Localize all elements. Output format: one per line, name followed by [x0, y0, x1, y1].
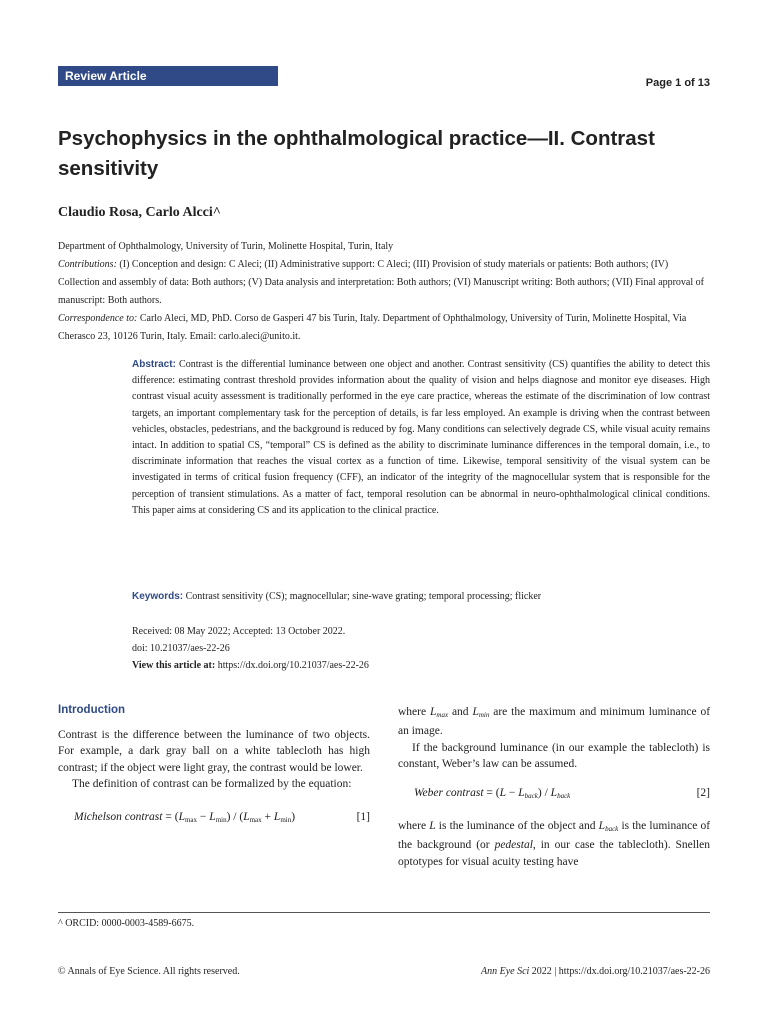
keywords: [132, 589, 710, 605]
intro-paragraph-1: Contrast is the difference between the luminance of two objects. For example, a dark gray ball on a white tablecloth has high contrast; if the object were light gray, the contrast would be lower.: [58, 729, 370, 774]
correspondence-label: Correspondence to:: [58, 313, 138, 324]
abstract: [132, 357, 710, 519]
col2-p3-a: where: [398, 820, 427, 833]
col2-p3-d: , in our case the tablecloth). Snellen optotypes for visual acuity testing have: [398, 839, 711, 868]
col2-p1-where: where: [398, 706, 427, 718]
column-left: [58, 704, 370, 828]
col2-paragraph-3: where L is the luminance of the object and $L_{back}$ is the luminance of the background (or pedestal, in our case the tablecloth). Snellen optotypes for visual acuity testing have: [398, 820, 711, 868]
col2-p3-pedestal: pedestal: [494, 839, 533, 852]
view-article-label: View this article at:: [132, 660, 216, 671]
footnote-divider: [58, 912, 710, 913]
contributions: [58, 256, 710, 310]
col2-p1-rest: are the maximum and minimum luminance of an image.: [398, 706, 711, 738]
article-dates: [132, 623, 710, 674]
correspondence: [58, 310, 710, 346]
equation-1-number: [1]: [356, 811, 370, 824]
correspondence-text: Carlo Aleci, MD, PhD. Corso de Gasperi 47 bis Turin, Italy. Department of Ophthalmology, University of Turin, Molinette Hospital, Via Cherasco 23, 10126 Turin, Italy. Email: carlo.aleci@unito.it.: [58, 313, 687, 342]
equation-2: Weber contrast = $(L - L_{back}) / L_{back}$ [2]: [398, 782, 710, 804]
equation-1-label: Michelson contrast: [74, 811, 163, 824]
affiliation: Department of Ophthalmology, University of Turin, Molinette Hospital, Turin, Italy: [58, 241, 394, 252]
footer-journal: Ann Eye Sci: [480, 966, 530, 977]
doi: doi: 10.21037/aes-22-26: [132, 643, 230, 654]
footer-copyright: © Annals of Eye Science. All rights reserved.: [58, 966, 240, 977]
article-type-badge: Review Article: [58, 66, 278, 86]
equation-2-label: Weber contrast: [414, 787, 484, 800]
equation-1: Michelson contrast = $(L_{max} - L_{min}) / (L_{max} + L_{min})$ [1]: [58, 806, 370, 828]
col2-p3-b: is the luminance of the object and: [438, 820, 596, 833]
keywords-label: Keywords:: [132, 591, 184, 602]
contributions-text: (I) Conception and design: C Aleci; (II) Administrative support: C Aleci; (III) Provision of study materials or patients: Both authors; (IV) Collection and assembly of data: Both authors; (V) Data analysis and interpretation: Both authors; (VI) Manuscript writing: Both authors; (VII) Final approval of manuscript: Both authors.: [58, 259, 704, 306]
col2-p3-c: is the luminance of the background (or: [398, 820, 711, 852]
abstract-label: Abstract:: [132, 359, 176, 370]
col2-paragraph-1: where $L_{max}$ and $L_{min}$ are the maximum and minimum luminance of an image.: [398, 706, 711, 738]
equation-2-number: [2]: [696, 787, 710, 800]
column-right: [398, 704, 710, 870]
footer-citation: [400, 966, 710, 977]
abstract-text: Contrast is the differential luminance between one object and another. Contrast sensitivity (CS) quantifies the ability to detect this difference: estimating contrast threshold provides information about the quality of vision and helps diagnose and monitor eye diseases. High contrast visual acuity assessment is traditionally performed in the eye care practice, whereas the estimate of the discrimination of low contrast targets, an important complementary task for the perception of details, is far less employed. An example is driving when the contrast between vehicles, obstacles, pedestrians, and the background is reduced by fog. Many conditions can selectively degrade CS, while visual acuity remains intact. In addition to spatial CS, “temporal” CS is defined as the ability to discriminate luminance differences in the temporal domain, i.e., to discriminate information that reaches the visual cortex as a function of time. Likewise, temporal sensitivity of the visual system can be investigated in terms of critical fusion frequency (CFF), an indicator of the integrity of the magnocellular system that is responsible for the perception of transient stimulations. As a matter of fact, temporal resolution can be abnormal in neuro-ophthalmological clinical conditions. This paper aims at considering CS and its application to the clinical practice.: [132, 359, 710, 516]
footer-citation-text: 2022 | https://dx.doi.org/10.21037/aes-22-26: [531, 966, 710, 977]
contributions-label: Contributions:: [58, 259, 117, 270]
section-heading-introduction: Introduction: [58, 704, 126, 716]
article-title: Psychophysics in the ophthalmological practice—II. Contrast sensitivity: [58, 127, 655, 180]
col2-paragraph-2: If the background luminance (in our example the tablecloth) is constant, Weber’s law can be assumed.: [398, 741, 710, 770]
affiliation-block: [58, 238, 710, 346]
page-number: Page 1 of 13: [645, 77, 710, 89]
col2-p1-and: and: [451, 706, 469, 718]
intro-paragraph-2: The definition of contrast can be formalized by the equation:: [72, 777, 352, 790]
received-accepted: Received: 08 May 2022; Accepted: 13 October 2022.: [132, 626, 346, 637]
keywords-text: Contrast sensitivity (CS); magnocellular; sine-wave grating; temporal processing; flicker: [185, 591, 542, 602]
orcid-footnote: ^ ORCID: 0000-0003-4589-6675.: [58, 918, 195, 929]
authors: Claudio Rosa, Carlo Alcci^: [58, 205, 221, 220]
view-article-link[interactable]: https://dx.doi.org/10.21037/aes-22-26: [217, 660, 369, 671]
view-article: [132, 657, 710, 674]
